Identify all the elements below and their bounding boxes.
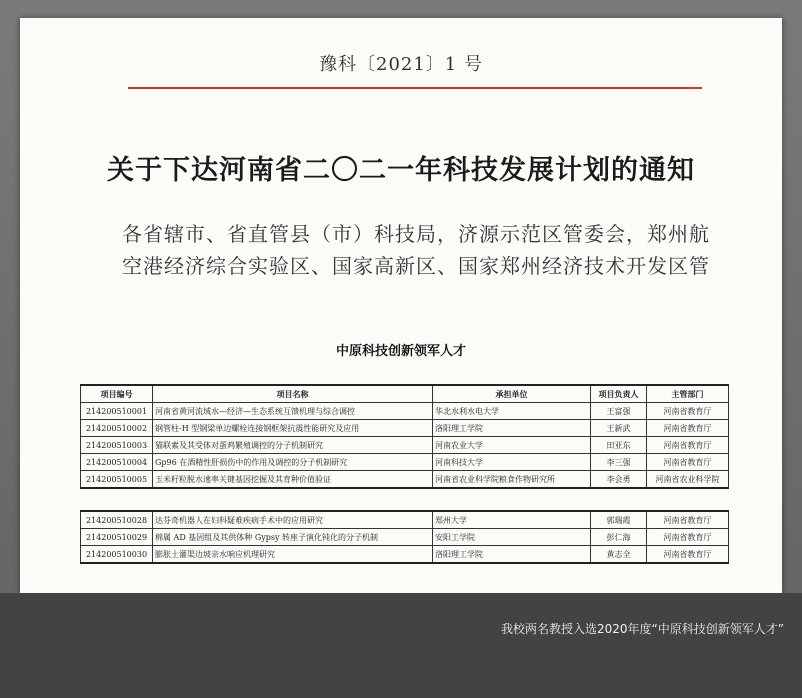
cell-department: 河南省教育厅 [647,420,729,437]
table-title: 中原科技创新领军人才 [335,344,466,359]
addressee-line-1: 各省辖市、省直管县（市）科技局，济源示范区管委会，郑州航 [122,222,710,246]
table-row [81,511,729,529]
cell-project-name: Gp96 在酒精性肝损伤中的作用及调控的分子机制研究 [153,454,433,471]
document-number: 豫科〔2021〕1 号 [319,54,483,75]
cell-leader: 王新武 [591,420,647,437]
project-table-top [80,384,729,489]
cell-institution: 河南省农业科学院粮食作物研究所 [433,471,591,489]
caption-bar [0,593,802,698]
table-row [81,403,729,420]
cell-leader: 李三强 [591,454,647,471]
document-title: 关于下达河南省二〇二一年科技发展计划的通知 [107,155,695,186]
cell-project-name: 达芬奇机器人在妇科疑难疾病手术中的应用研究 [153,511,433,529]
cell-institution: 安阳工学院 [433,529,591,546]
cell-leader: 彭仁海 [591,529,647,546]
cell-institution: 郑州大学 [433,511,591,529]
cell-leader: 田亚东 [591,437,647,454]
header-leader: 项目负责人 [591,385,647,403]
table-row [81,454,729,471]
cell-department: 河南省教育厅 [647,403,729,420]
cell-institution: 华北水利水电大学 [433,403,591,420]
header-project-name: 项目名称 [153,385,433,403]
addressee-block [122,218,732,282]
photo-caption: 我校两名教授入选2020年度“中原科技创新领军人才” [501,622,784,636]
table-row [81,437,729,454]
cell-project-id: 214200510029 [81,529,153,546]
table-row [81,529,729,546]
header-project-id: 项目编号 [81,385,153,403]
cell-leader: 黄志全 [591,546,647,564]
cell-department: 河南省教育厅 [647,437,729,454]
cell-project-id: 214200510004 [81,454,153,471]
cell-department: 河南省教育厅 [647,511,729,529]
cell-department: 河南省教育厅 [647,529,729,546]
cell-leader: 李会勇 [591,471,647,489]
cell-project-id: 214200510002 [81,420,153,437]
cell-project-name: 河南省黄河流域水—经济—生态系统互馈机理与综合调控 [153,403,433,420]
cell-department: 河南省教育厅 [647,546,729,564]
cell-project-name: 玉米籽粒脱水速率关键基因挖掘及其育种价值验证 [153,471,433,489]
cell-leader: 王富强 [591,403,647,420]
table-header-row [81,385,729,403]
table-row [81,471,729,489]
cell-department: 河南省农业科学院 [647,471,729,489]
header-department: 主管部门 [647,385,729,403]
cell-project-id: 214200510028 [81,511,153,529]
cell-project-id: 214200510003 [81,437,153,454]
project-table-bottom [80,510,729,564]
cell-project-name: 猫联素及其受体对蛋鸡繁殖调控的分子机制研究 [153,437,433,454]
addressee-line-2: 空港经济综合实验区、国家高新区、国家郑州经济技术开发区管 [122,254,710,278]
cell-project-id: 214200510001 [81,403,153,420]
cell-institution: 洛阳理工学院 [433,420,591,437]
cell-project-name: 棉属 AD 基因组及其供体种 Gypsy 转座子演化钝化的分子机制 [153,529,433,546]
cell-project-id: 214200510030 [81,546,153,564]
cell-project-id: 214200510005 [81,471,153,489]
table-row [81,546,729,564]
cell-institution: 洛阳理工学院 [433,546,591,564]
red-divider-line [128,87,702,89]
cell-department: 河南省教育厅 [647,454,729,471]
cell-project-name: 钢管柱-H 型钢梁单边螺栓连接钢框架抗震性能研究及应用 [153,420,433,437]
cell-institution: 河南科技大学 [433,454,591,471]
cell-project-name: 膨胀土灌渠边坡亲水响应机理研究 [153,546,433,564]
cell-institution: 河南农业大学 [433,437,591,454]
document-page [20,18,782,593]
cell-leader: 郭瑞霞 [591,511,647,529]
table-row [81,420,729,437]
header-institution: 承担单位 [433,385,591,403]
